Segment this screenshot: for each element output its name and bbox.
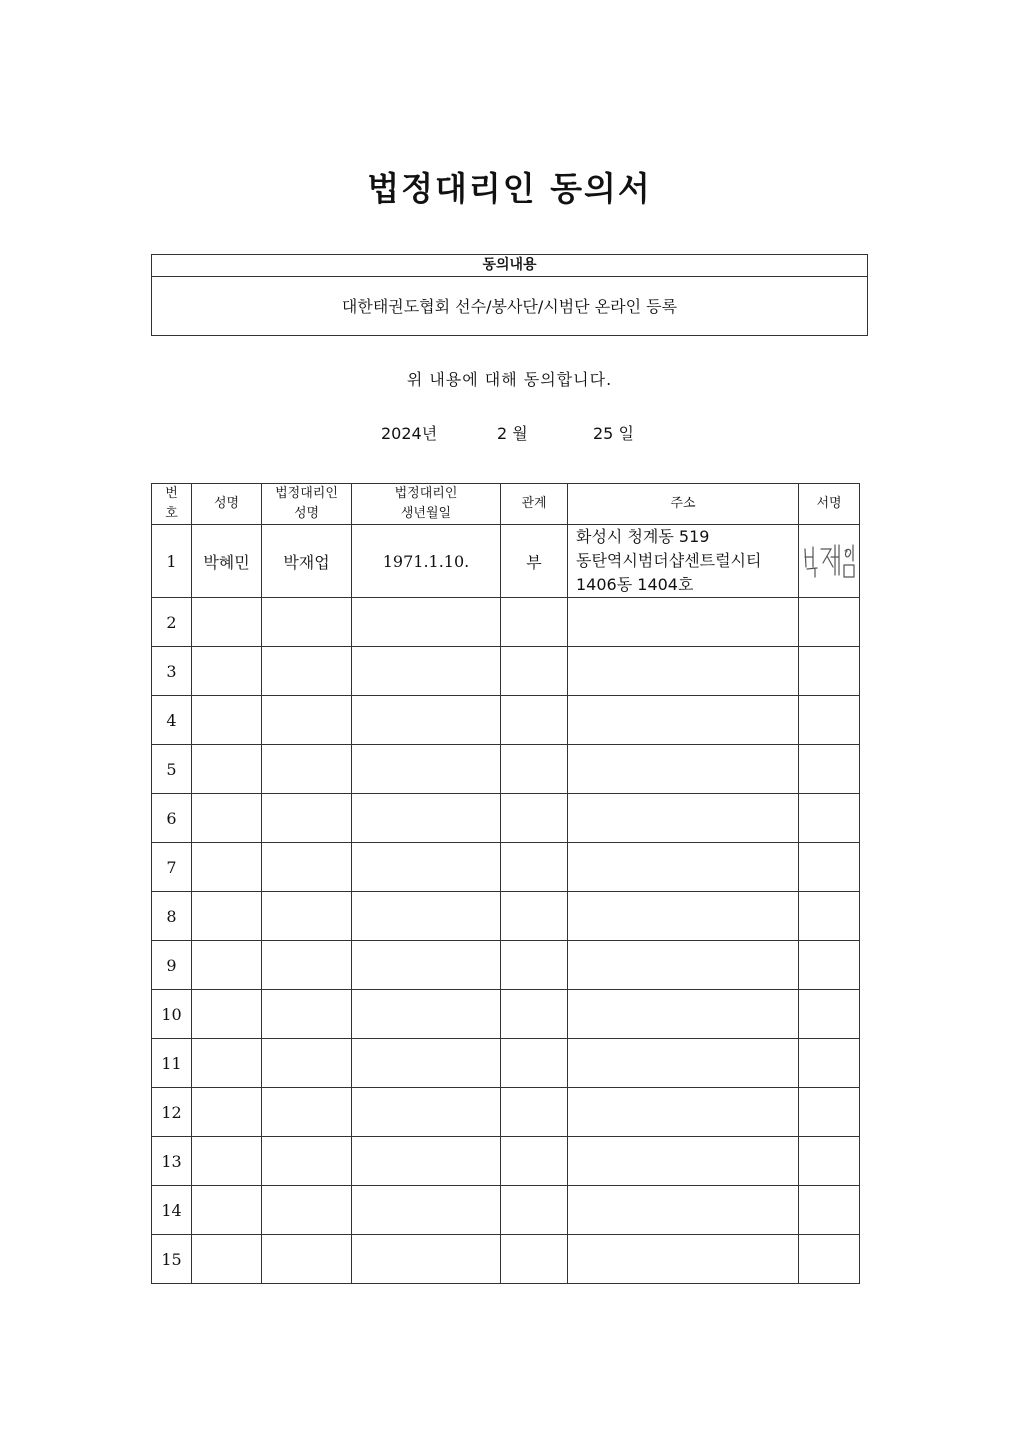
- empty-cell: [192, 990, 262, 1039]
- empty-cell: [192, 1235, 262, 1284]
- empty-cell: [262, 1088, 352, 1137]
- table-header-row: [152, 484, 860, 525]
- empty-cell: [262, 598, 352, 647]
- empty-cell: [352, 696, 501, 745]
- empty-cell: [799, 941, 860, 990]
- empty-cell: [352, 892, 501, 941]
- empty-cell: [352, 1088, 501, 1137]
- empty-cell: [568, 1235, 799, 1284]
- date-year: 2024년: [381, 424, 438, 443]
- empty-cell: [501, 1039, 568, 1088]
- table-row: [152, 1186, 860, 1235]
- row-no: 14: [152, 1186, 192, 1235]
- empty-cell: [799, 1137, 860, 1186]
- empty-cell: [352, 1186, 501, 1235]
- header-no: 번 호: [152, 484, 192, 525]
- empty-cell: [262, 745, 352, 794]
- row-guardian-birth: 1971.1.10.: [352, 525, 501, 598]
- row-guardian-name: 박재업: [262, 525, 352, 598]
- empty-cell: [192, 696, 262, 745]
- empty-cell: [192, 1088, 262, 1137]
- row-signature: [799, 525, 860, 598]
- header-signature: 서명: [799, 484, 860, 525]
- row-no: 15: [152, 1235, 192, 1284]
- table-row: [152, 696, 860, 745]
- empty-cell: [262, 647, 352, 696]
- empty-cell: [568, 892, 799, 941]
- table-row: [152, 794, 860, 843]
- empty-cell: [352, 745, 501, 794]
- empty-cell: [568, 745, 799, 794]
- empty-cell: [262, 1039, 352, 1088]
- empty-cell: [568, 1039, 799, 1088]
- date-month: 2 월: [497, 424, 528, 443]
- registration-table: [151, 483, 860, 1284]
- consent-box: [151, 254, 868, 336]
- table-row: [152, 1235, 860, 1284]
- empty-cell: [352, 843, 501, 892]
- empty-cell: [192, 794, 262, 843]
- table-row: [152, 745, 860, 794]
- header-guardian-birth: 법정대리인 생년월일: [352, 484, 501, 525]
- empty-cell: [192, 1186, 262, 1235]
- empty-cell: [501, 794, 568, 843]
- row-no: 1: [152, 525, 192, 598]
- empty-cell: [352, 794, 501, 843]
- empty-cell: [568, 843, 799, 892]
- empty-cell: [352, 647, 501, 696]
- row-no: 11: [152, 1039, 192, 1088]
- empty-cell: [192, 1137, 262, 1186]
- address-line2: 동탄역시범더샵센트럴시티: [576, 551, 762, 570]
- address-line1: 화성시 청계동 519: [576, 527, 710, 546]
- empty-cell: [501, 745, 568, 794]
- empty-cell: [568, 1088, 799, 1137]
- empty-cell: [501, 941, 568, 990]
- empty-cell: [192, 843, 262, 892]
- empty-cell: [568, 696, 799, 745]
- row-address: [568, 525, 799, 598]
- row-no: 9: [152, 941, 192, 990]
- empty-cell: [568, 1186, 799, 1235]
- table-row: [152, 990, 860, 1039]
- empty-cell: [799, 892, 860, 941]
- empty-cell: [192, 647, 262, 696]
- empty-cell: [262, 1235, 352, 1284]
- empty-cell: [799, 1039, 860, 1088]
- empty-cell: [568, 794, 799, 843]
- empty-cell: [262, 696, 352, 745]
- empty-cell: [501, 696, 568, 745]
- row-no: 2: [152, 598, 192, 647]
- empty-cell: [799, 745, 860, 794]
- empty-cell: [192, 745, 262, 794]
- row-no: 7: [152, 843, 192, 892]
- empty-cell: [352, 1235, 501, 1284]
- empty-cell: [262, 1137, 352, 1186]
- row-no: 8: [152, 892, 192, 941]
- header-address: 주소: [568, 484, 799, 525]
- consent-body: 대한태권도협회 선수/봉사단/시범단 온라인 등록: [341, 297, 678, 316]
- empty-cell: [799, 843, 860, 892]
- table-row: [152, 525, 860, 598]
- empty-cell: [192, 892, 262, 941]
- empty-cell: [568, 647, 799, 696]
- empty-cell: [352, 1039, 501, 1088]
- empty-cell: [568, 990, 799, 1039]
- empty-cell: [262, 1186, 352, 1235]
- empty-cell: [501, 843, 568, 892]
- empty-cell: [501, 892, 568, 941]
- empty-cell: [262, 941, 352, 990]
- empty-cell: [568, 598, 799, 647]
- row-no: 6: [152, 794, 192, 843]
- empty-cell: [501, 1186, 568, 1235]
- date-day: 25 일: [593, 424, 634, 443]
- table-row: [152, 1088, 860, 1137]
- empty-cell: [799, 990, 860, 1039]
- agreement-statement: 위 내용에 대해 동의합니다.: [406, 370, 613, 389]
- handwritten-signature: [801, 539, 857, 583]
- row-relation: 부: [501, 525, 568, 598]
- header-relation: 관계: [501, 484, 568, 525]
- table-row: [152, 1039, 860, 1088]
- empty-cell: [352, 1137, 501, 1186]
- empty-cell: [799, 598, 860, 647]
- empty-cell: [799, 1186, 860, 1235]
- table-row: [152, 892, 860, 941]
- empty-cell: [501, 990, 568, 1039]
- empty-cell: [501, 647, 568, 696]
- address-line3: 1406동 1404호: [576, 575, 694, 594]
- empty-cell: [352, 990, 501, 1039]
- empty-cell: [262, 892, 352, 941]
- empty-cell: [501, 598, 568, 647]
- table-row: [152, 647, 860, 696]
- empty-cell: [799, 1088, 860, 1137]
- table-row: [152, 598, 860, 647]
- empty-cell: [192, 1039, 262, 1088]
- consent-header: 동의내용: [152, 255, 867, 277]
- empty-cell: [262, 990, 352, 1039]
- header-name: 성명: [192, 484, 262, 525]
- empty-cell: [799, 696, 860, 745]
- row-no: 10: [152, 990, 192, 1039]
- empty-cell: [352, 598, 501, 647]
- empty-cell: [262, 843, 352, 892]
- empty-cell: [501, 1137, 568, 1186]
- table-row: [152, 1137, 860, 1186]
- row-no: 4: [152, 696, 192, 745]
- empty-cell: [192, 941, 262, 990]
- empty-cell: [192, 598, 262, 647]
- empty-cell: [568, 941, 799, 990]
- header-guardian-name: 법정대리인 성명: [262, 484, 352, 525]
- row-no: 5: [152, 745, 192, 794]
- empty-cell: [799, 794, 860, 843]
- table-row: [152, 941, 860, 990]
- empty-cell: [501, 1235, 568, 1284]
- row-name: 박혜민: [192, 525, 262, 598]
- empty-cell: [352, 941, 501, 990]
- document-title: 법정대리인 동의서: [367, 169, 652, 208]
- empty-cell: [568, 1137, 799, 1186]
- row-no: 13: [152, 1137, 192, 1186]
- empty-cell: [799, 1235, 860, 1284]
- empty-cell: [262, 794, 352, 843]
- row-no: 3: [152, 647, 192, 696]
- row-no: 12: [152, 1088, 192, 1137]
- empty-cell: [799, 647, 860, 696]
- empty-cell: [501, 1088, 568, 1137]
- table-row: [152, 843, 860, 892]
